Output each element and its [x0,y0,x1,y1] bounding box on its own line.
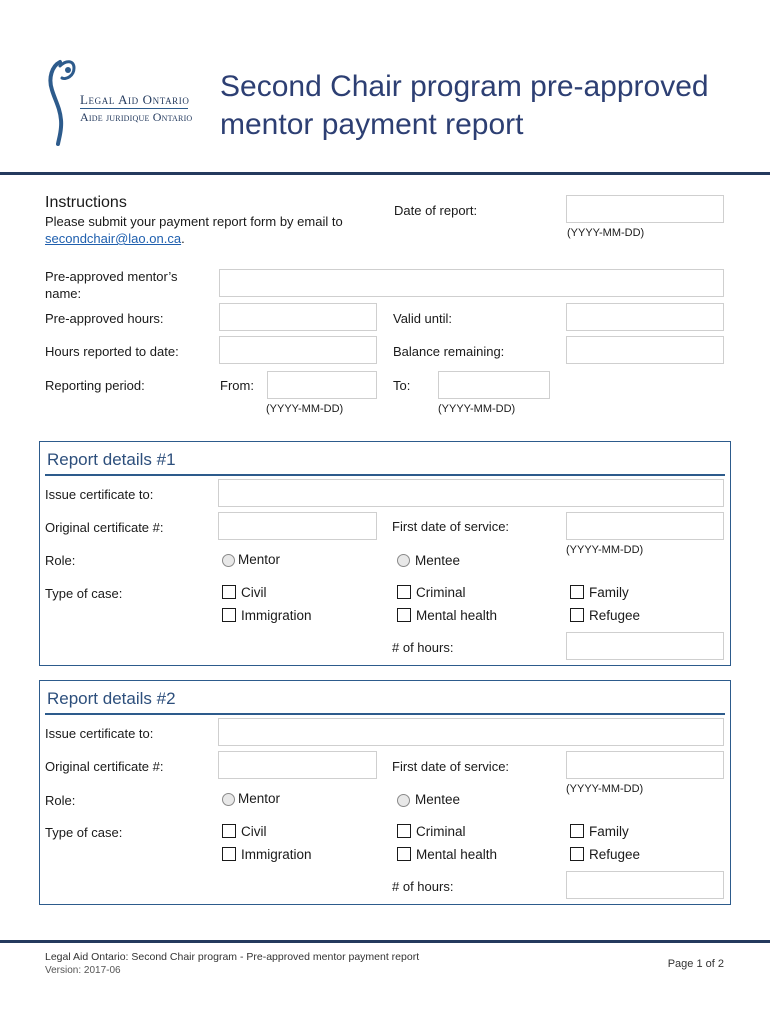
section-title: Report details #2 [47,689,176,708]
role-mentor-label: Mentor [238,791,281,806]
date-of-report-field[interactable] [566,195,724,223]
report-details-2 [39,680,731,905]
header-rule [0,172,770,175]
type-of-case-label: Type of case: [45,825,123,840]
hours-reported-field[interactable] [219,336,377,364]
role-mentor-radio[interactable] [222,793,235,806]
first-date-label: First date of service: [392,519,510,534]
role-label: Role: [45,793,76,808]
valid-until-field[interactable] [566,303,724,331]
case-immigration-label: Immigration [241,847,312,862]
page-title: Second Chair program pre-approved mentor payment report [220,70,709,141]
balance-remaining-field[interactable] [566,336,724,364]
case-family-checkbox[interactable] [570,824,584,838]
first-date-format: (YYYY-MM-DD) [566,544,644,556]
logo-line-1: Legal Aid Ontario [80,92,190,107]
logo-line-2: Aide juridique Ontario [80,110,193,124]
issue-certificate-field[interactable] [218,718,724,746]
case-immigration-checkbox[interactable] [222,847,236,861]
case-immigration-checkbox[interactable] [222,608,236,622]
mentor-name-field[interactable] [219,269,724,297]
first-date-label: First date of service: [392,759,510,774]
logo-divider [80,108,188,109]
case-refugee-checkbox[interactable] [570,847,584,861]
footer-version: Version: 2017-06 [45,965,121,976]
role-mentee-radio[interactable] [397,554,410,567]
period-from-format: (YYYY-MM-DD) [266,403,344,415]
case-family-checkbox[interactable] [570,585,584,599]
balance-remaining-label: Balance remaining: [393,344,505,359]
original-certificate-label: Original certificate #: [45,759,164,774]
preapproved-hours-field[interactable] [219,303,377,331]
role-mentee-radio[interactable] [397,794,410,807]
role-mentee-label: Mentee [415,553,461,568]
hours-label: # of hours: [392,640,454,655]
case-refugee-label: Refugee [589,608,641,623]
period-to-format: (YYYY-MM-DD) [438,403,516,415]
case-mental-health-label: Mental health [416,608,498,623]
from-label: From: [220,378,254,393]
footer-doc-name: Legal Aid Ontario: Second Chair program - Pre-approved mentor payment report [45,951,420,963]
instructions-heading: Instructions [45,194,127,211]
case-civil-checkbox[interactable] [222,824,236,838]
case-immigration-label: Immigration [241,608,312,623]
case-refugee-label: Refugee [589,847,641,862]
case-family-label: Family [589,585,629,600]
section-rule [45,713,725,715]
case-criminal-label: Criminal [416,585,466,600]
valid-until-label: Valid until: [393,311,453,326]
case-civil-label: Civil [241,824,267,839]
case-family-label: Family [589,824,629,839]
type-of-case-label: Type of case: [45,586,123,601]
hours-label: # of hours: [392,879,454,894]
instructions-email-line [45,231,185,246]
preapproved-hours-label: Pre-approved hours: [45,311,164,326]
lao-figure-icon [46,56,80,146]
section-title: Report details #1 [47,450,176,469]
case-mental-health-label: Mental health [416,847,498,862]
to-label: To: [393,378,411,393]
reporting-period-label: Reporting period: [45,378,145,393]
role-label: Role: [45,553,76,568]
role-mentor-label: Mentor [238,552,281,567]
first-date-format: (YYYY-MM-DD) [566,783,644,795]
section-rule [45,474,725,476]
case-civil-checkbox[interactable] [222,585,236,599]
hours-reported-label: Hours reported to date: [45,344,179,359]
case-mental-health-checkbox[interactable] [397,608,411,622]
footer-rule [0,940,770,943]
issue-certificate-field[interactable] [218,479,724,507]
email-link[interactable]: secondchair@lao.on.ca [45,231,182,246]
lao-logo [46,56,196,146]
first-date-field[interactable] [566,751,724,779]
date-of-report-label: Date of report: [394,203,478,218]
role-mentee-label: Mentee [415,792,461,807]
hours-field[interactable] [566,632,724,660]
period-from-field[interactable] [267,371,377,399]
period-to-field[interactable] [438,371,550,399]
issue-certificate-label: Issue certificate to: [45,726,154,741]
case-refugee-checkbox[interactable] [570,608,584,622]
issue-certificate-label: Issue certificate to: [45,487,154,502]
case-criminal-label: Criminal [416,824,466,839]
date-of-report-format: (YYYY-MM-DD) [567,227,645,239]
case-criminal-checkbox[interactable] [397,824,411,838]
report-details-1 [39,441,731,666]
original-certificate-field[interactable] [218,512,377,540]
case-civil-label: Civil [241,585,267,600]
first-date-field[interactable] [566,512,724,540]
original-certificate-label: Original certificate #: [45,520,164,535]
instructions-text: Please submit your payment report form by email to [45,214,343,229]
footer-page-number: Page 1 of 2 [667,958,724,970]
hours-field[interactable] [566,871,724,899]
case-criminal-checkbox[interactable] [397,585,411,599]
original-certificate-field[interactable] [218,751,377,779]
case-mental-health-checkbox[interactable] [397,847,411,861]
mentor-name-label: Pre-approved mentor’s name: [45,269,178,301]
instructions-period: . [181,231,185,246]
role-mentor-radio[interactable] [222,554,235,567]
